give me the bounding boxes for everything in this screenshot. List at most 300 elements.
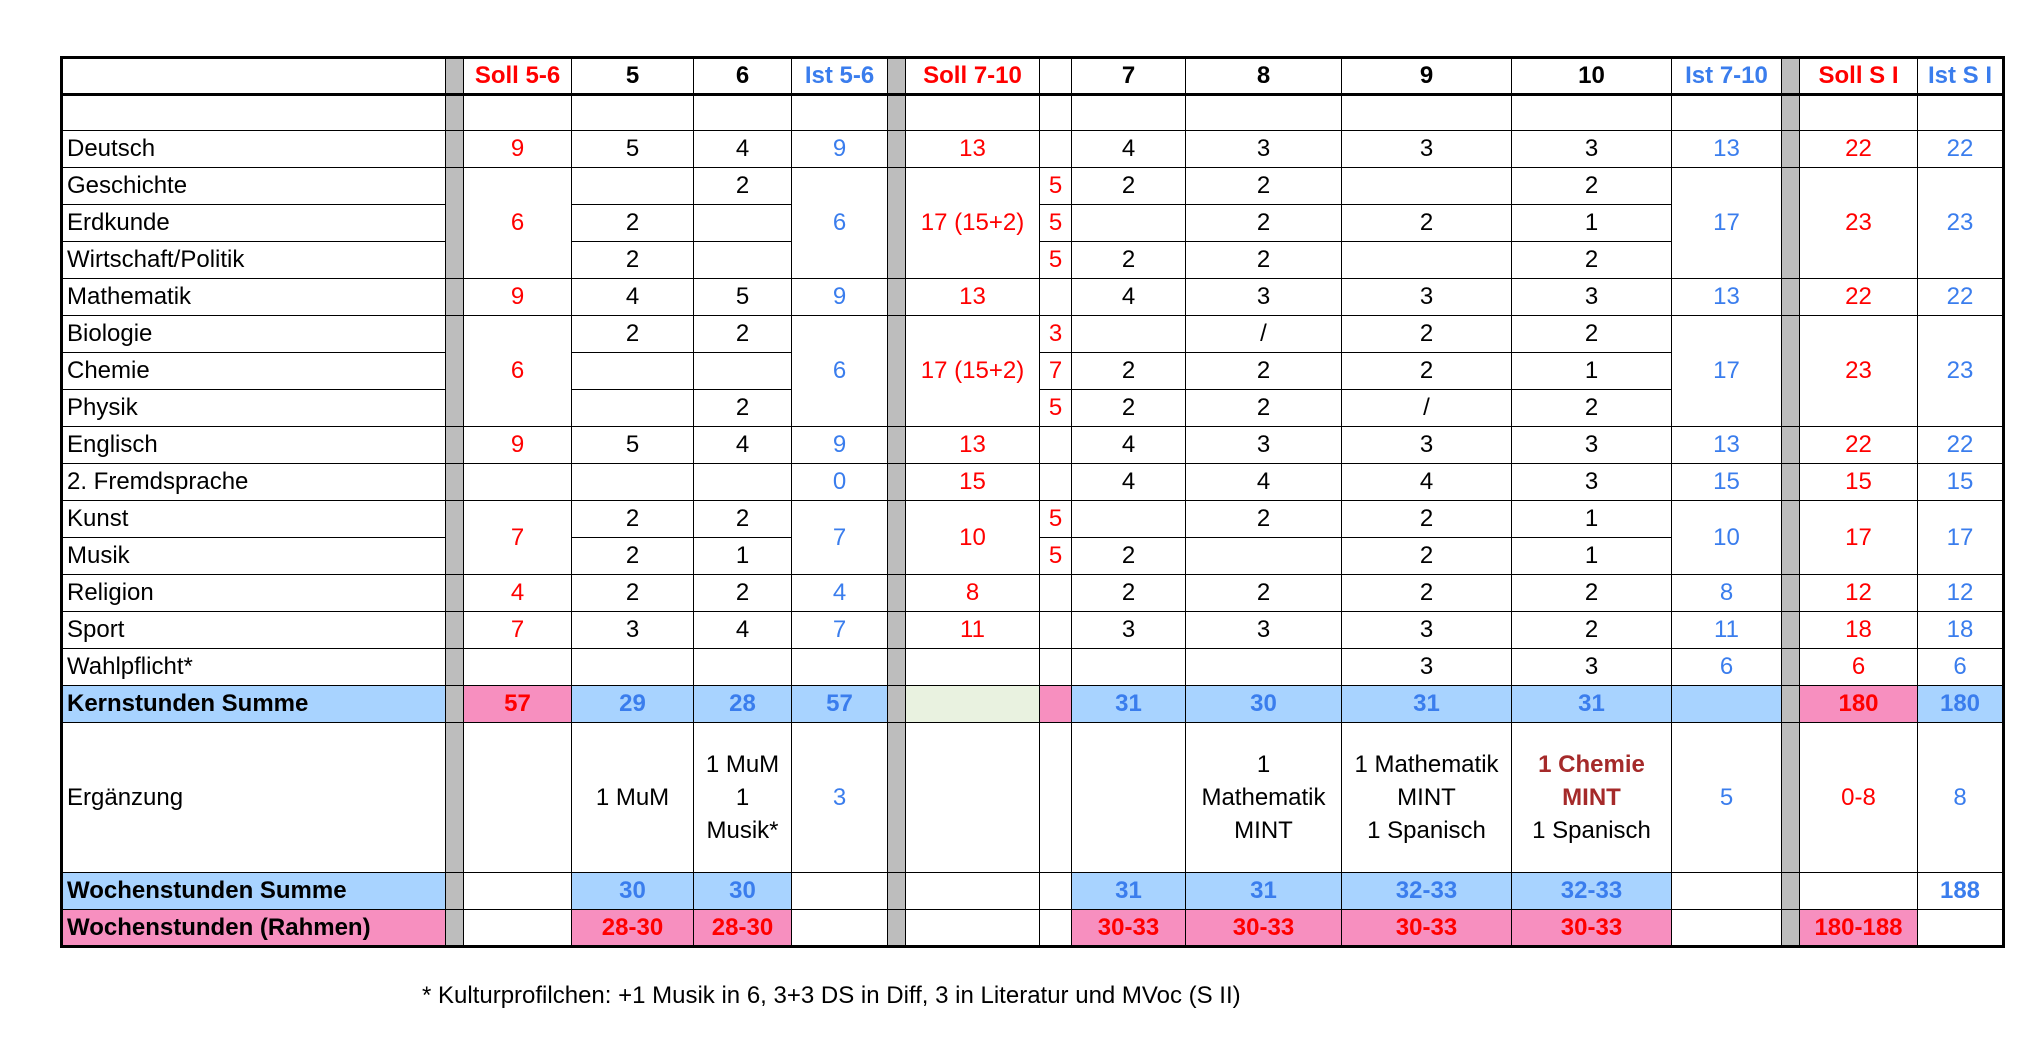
grade-7: 2 [1072,353,1186,390]
grade-6: 28 [694,686,792,723]
grade-8 [1186,649,1342,686]
subject-label: Englisch [62,427,446,464]
grade-10: 31 [1512,686,1672,723]
grade-10: 32-33 [1512,873,1672,910]
separator [446,168,464,279]
soll-7-10: 15 [906,464,1040,501]
fach-split [1040,131,1072,168]
soll-5-6: 4 [464,575,572,612]
separator [888,686,906,723]
fach-split [1040,686,1072,723]
separator [446,464,464,501]
line: Musik* [706,817,779,844]
grade-7: 4 [1072,131,1186,168]
grade-9: 2 [1342,575,1512,612]
separator [888,575,906,612]
line: 1 [1256,751,1271,778]
cell [906,95,1040,131]
subject-label: Mathematik [62,279,446,316]
grade-10: 1 [1512,501,1672,538]
subject-label: Wahlpflicht* [62,649,446,686]
ist-5-6: 3 [792,723,888,873]
grade-5 [572,464,694,501]
fach-split [1040,649,1072,686]
line: 1 Chemie [1538,751,1645,778]
fach-split [1040,464,1072,501]
line: MINT [1397,784,1456,811]
ist-5-6: 57 [792,686,888,723]
grade-8: 2 [1186,390,1342,427]
grade-8: 2 [1186,575,1342,612]
grade-8: / [1186,316,1342,353]
grade-10: 1 [1512,353,1672,390]
separator [888,168,906,279]
soll-s-i: 180-188 [1800,910,1918,947]
subject-label: Erdkunde [62,205,446,242]
ist-5-6: 7 [792,501,888,575]
grade-9: 4 [1342,464,1512,501]
separator [888,910,906,947]
separator [1782,316,1800,427]
soll-5-6: 9 [464,131,572,168]
grade-7: 2 [1072,390,1186,427]
soll-5-6: 6 [464,168,572,279]
soll-s-i: 22 [1800,427,1918,464]
grade-7: 31 [1072,873,1186,910]
grade-7 [1072,723,1186,873]
row-wahlpflicht [62,649,2004,686]
cell [62,95,446,131]
header-6: 6 [694,58,792,95]
grade-5: 3 [572,612,694,649]
fach-split: 5 [1040,242,1072,279]
separator [1782,910,1800,947]
grade-7: 30-33 [1072,910,1186,947]
separator [446,316,464,427]
grade-7 [1072,649,1186,686]
grade-5 [572,649,694,686]
fach-split: 5 [1040,538,1072,575]
separator [1782,279,1800,316]
grade-6: 4 [694,612,792,649]
soll-s-i: 23 [1800,168,1918,279]
soll-s-i: 17 [1800,501,1918,575]
grade-6 [694,205,792,242]
soll-7-10: 13 [906,279,1040,316]
ist-7-10 [1672,873,1782,910]
row-geschichte [62,168,2004,205]
grade-8: 4 [1186,464,1342,501]
soll-7-10 [906,723,1040,873]
ist-5-6 [792,873,888,910]
ist-5-6: 6 [792,168,888,279]
subject-label: Religion [62,575,446,612]
fach-split: 5 [1040,501,1072,538]
separator [446,873,464,910]
subject-label: Biologie [62,316,446,353]
line: MINT [1234,817,1293,844]
header-fach-split [1040,58,1072,95]
soll-7-10: 13 [906,131,1040,168]
separator [1782,58,1800,95]
grade-10 [1512,723,1672,873]
ist-7-10: 8 [1672,575,1782,612]
subject-label: Wirtschaft/Politik [62,242,446,279]
grade-9: 30-33 [1342,910,1512,947]
grade-8: 3 [1186,427,1342,464]
grade-8: 3 [1186,279,1342,316]
subject-label: Deutsch [62,131,446,168]
separator [888,316,906,427]
ist-7-10: 11 [1672,612,1782,649]
ist-s-i: 8 [1918,723,2004,873]
footnote: * Kulturprofilchen: +1 Musik in 6, 3+3 DS in Diff, 3 in Literatur und MVoc (S II) [422,982,1241,1009]
grade-6: 2 [694,168,792,205]
grade-5: 28-30 [572,910,694,947]
grade-10: 2 [1512,390,1672,427]
grade-5: 5 [572,131,694,168]
fach-split [1040,612,1072,649]
cell [572,95,694,131]
fach-split [1040,723,1072,873]
header-ist-7-10: Ist 7-10 [1672,58,1782,95]
cell [1918,95,2004,131]
separator [1782,427,1800,464]
fach-split [1040,873,1072,910]
separator [1782,575,1800,612]
grade-5: 2 [572,538,694,575]
ist-s-i: 6 [1918,649,2004,686]
grade-5 [572,168,694,205]
separator [446,58,464,95]
fach-split [1040,910,1072,947]
separator [888,95,906,131]
separator [1782,501,1800,575]
grade-8: 30 [1186,686,1342,723]
header-soll-s-i: Soll S I [1800,58,1918,95]
grade-7: 31 [1072,686,1186,723]
subject-label: Wochenstunden (Rahmen) [62,910,446,947]
grade-6 [694,242,792,279]
ist-5-6: 9 [792,427,888,464]
ist-s-i: 22 [1918,427,2004,464]
grade-5: 2 [572,205,694,242]
grade-6: 2 [694,575,792,612]
fach-split [1040,575,1072,612]
separator [888,279,906,316]
ist-5-6: 4 [792,575,888,612]
row-deutsch [62,131,2004,168]
ist-5-6 [792,910,888,947]
separator [888,427,906,464]
grade-8: 2 [1186,168,1342,205]
grade-8 [1186,723,1342,873]
grade-5: 2 [572,242,694,279]
ist-s-i: 22 [1918,279,2004,316]
line: 1 Spanisch [1532,817,1651,844]
separator [1782,131,1800,168]
grade-9 [1342,168,1512,205]
grade-5 [572,353,694,390]
cell [1512,95,1672,131]
grade-10: 3 [1512,279,1672,316]
separator [888,464,906,501]
grade-9: 3 [1342,612,1512,649]
separator [888,723,906,873]
grade-8: 2 [1186,205,1342,242]
header-9: 9 [1342,58,1512,95]
soll-5-6 [464,873,572,910]
soll-5-6: 57 [464,686,572,723]
ist-s-i: 12 [1918,575,2004,612]
soll-s-i: 180 [1800,686,1918,723]
row-wochenstunden-summe [62,873,2004,910]
separator [1782,649,1800,686]
ist-5-6: 0 [792,464,888,501]
grade-5: 29 [572,686,694,723]
grade-7: 2 [1072,168,1186,205]
separator [1782,612,1800,649]
header-ist-5-6: Ist 5-6 [792,58,888,95]
line: 1 MuM [705,751,780,778]
grade-6: 2 [694,316,792,353]
ist-s-i: 15 [1918,464,2004,501]
separator [1782,464,1800,501]
cell [1672,95,1782,131]
row-mathematik [62,279,2004,316]
soll-7-10: 10 [906,501,1040,575]
separator [1782,95,1800,131]
row-englisch [62,427,2004,464]
grade-10: 3 [1512,649,1672,686]
soll-5-6: 6 [464,316,572,427]
fach-split: 7 [1040,353,1072,390]
cell [1040,95,1072,131]
grade-9: 32-33 [1342,873,1512,910]
grade-9: 2 [1342,205,1512,242]
ist-7-10: 10 [1672,501,1782,575]
ist-7-10: 13 [1672,131,1782,168]
grade-10: 2 [1512,575,1672,612]
header-subject [62,58,446,95]
grade-7: 3 [1072,612,1186,649]
ist-s-i: 23 [1918,168,2004,279]
grade-5: 1 MuM [572,723,694,873]
grade-9: 3 [1342,131,1512,168]
grade-9 [1342,723,1512,873]
separator [446,427,464,464]
grade-9: 3 [1342,427,1512,464]
ist-7-10: 17 [1672,168,1782,279]
header-7: 7 [1072,58,1186,95]
grade-6: 1 [694,538,792,575]
ist-s-i: 22 [1918,131,2004,168]
subject-label: Ergänzung [62,723,446,873]
separator [888,649,906,686]
grade-7: 4 [1072,279,1186,316]
grade-9: 3 [1342,279,1512,316]
grade-7: 4 [1072,427,1186,464]
ist-s-i: 18 [1918,612,2004,649]
separator [446,612,464,649]
grade-5: 30 [572,873,694,910]
ist-7-10: 13 [1672,427,1782,464]
blank-row [62,95,2004,131]
soll-5-6: 7 [464,612,572,649]
soll-7-10: 8 [906,575,1040,612]
ist-7-10: 15 [1672,464,1782,501]
subject-label: Sport [62,612,446,649]
soll-s-i: 12 [1800,575,1918,612]
grade-6: 5 [694,279,792,316]
separator [446,686,464,723]
curriculum-table [60,56,2005,948]
row-religion [62,575,2004,612]
soll-5-6: 9 [464,279,572,316]
separator [446,501,464,575]
grade-5 [572,390,694,427]
subject-label: Geschichte [62,168,446,205]
soll-7-10: 17 (15+2) [906,316,1040,427]
grade-10: 3 [1512,427,1672,464]
grade-9: 3 [1342,649,1512,686]
separator [888,873,906,910]
grade-7: 4 [1072,464,1186,501]
grade-5: 4 [572,279,694,316]
grade-7 [1072,501,1186,538]
subject-label: Physik [62,390,446,427]
cell [1342,95,1512,131]
separator [1782,723,1800,873]
subject-label: 2. Fremdsprache [62,464,446,501]
grade-8: 2 [1186,353,1342,390]
grade-10: 30-33 [1512,910,1672,947]
grade-9 [1342,242,1512,279]
header-8: 8 [1186,58,1342,95]
soll-s-i: 0-8 [1800,723,1918,873]
grade-9: 31 [1342,686,1512,723]
grade-10: 2 [1512,612,1672,649]
ist-7-10: 6 [1672,649,1782,686]
ist-s-i: 188 [1918,873,2004,910]
separator [888,501,906,575]
grade-7: 2 [1072,575,1186,612]
ist-7-10: 13 [1672,279,1782,316]
ist-5-6: 9 [792,131,888,168]
grade-9: / [1342,390,1512,427]
fach-split: 5 [1040,205,1072,242]
grade-5: 2 [572,316,694,353]
ist-7-10: 5 [1672,723,1782,873]
fach-split: 3 [1040,316,1072,353]
row-wochenstunden-rahmen [62,910,2004,947]
grade-6: 2 [694,501,792,538]
ist-7-10 [1672,910,1782,947]
soll-s-i: 6 [1800,649,1918,686]
grade-7 [1072,205,1186,242]
grade-7 [1072,316,1186,353]
grade-9: 2 [1342,501,1512,538]
grade-7: 2 [1072,538,1186,575]
separator [888,58,906,95]
grade-8: 30-33 [1186,910,1342,947]
soll-7-10 [906,910,1040,947]
grade-10: 1 [1512,205,1672,242]
grade-6: 4 [694,427,792,464]
cell [694,95,792,131]
grade-8: 2 [1186,501,1342,538]
cell [1800,95,1918,131]
subject-label: Wochenstunden Summe [62,873,446,910]
header-soll-5-6: Soll 5-6 [464,58,572,95]
ist-7-10: 17 [1672,316,1782,427]
cell [792,95,888,131]
grade-6 [694,723,792,873]
header-5: 5 [572,58,694,95]
fach-split [1040,427,1072,464]
subject-label: Musik [62,538,446,575]
soll-5-6: 9 [464,427,572,464]
ist-5-6: 7 [792,612,888,649]
fach-split [1040,279,1072,316]
soll-7-10 [906,686,1040,723]
ist-5-6 [792,649,888,686]
separator [446,575,464,612]
ist-s-i [1918,910,2004,947]
grade-9: 2 [1342,353,1512,390]
grade-8 [1186,538,1342,575]
header-ist-s-i: Ist S I [1918,58,2004,95]
separator [446,95,464,131]
grade-10: 2 [1512,242,1672,279]
separator [888,612,906,649]
separator [888,131,906,168]
separator [446,723,464,873]
separator [1782,873,1800,910]
soll-7-10: 13 [906,427,1040,464]
row-kunst [62,501,2004,538]
soll-s-i: 23 [1800,316,1918,427]
soll-7-10: 11 [906,612,1040,649]
cell [1186,95,1342,131]
row-kernstunden-summe [62,686,2004,723]
grade-6: 28-30 [694,910,792,947]
grade-5: 2 [572,501,694,538]
separator [446,910,464,947]
grade-5: 2 [572,575,694,612]
line: 1 Spanisch [1367,817,1486,844]
header-10: 10 [1512,58,1672,95]
grade-6: 30 [694,873,792,910]
header-row [62,58,2004,95]
ist-s-i: 23 [1918,316,2004,427]
subject-label: Kunst [62,501,446,538]
fach-split: 5 [1040,390,1072,427]
soll-5-6 [464,649,572,686]
row-fremdsprache [62,464,2004,501]
subject-label: Chemie [62,353,446,390]
subject-label: Kernstunden Summe [62,686,446,723]
soll-7-10 [906,873,1040,910]
separator [446,131,464,168]
ist-s-i: 180 [1918,686,2004,723]
grade-6: 4 [694,131,792,168]
separator [446,279,464,316]
grade-6 [694,464,792,501]
curriculum-table-wrapper [60,56,2005,948]
separator [446,649,464,686]
ist-7-10 [1672,686,1782,723]
